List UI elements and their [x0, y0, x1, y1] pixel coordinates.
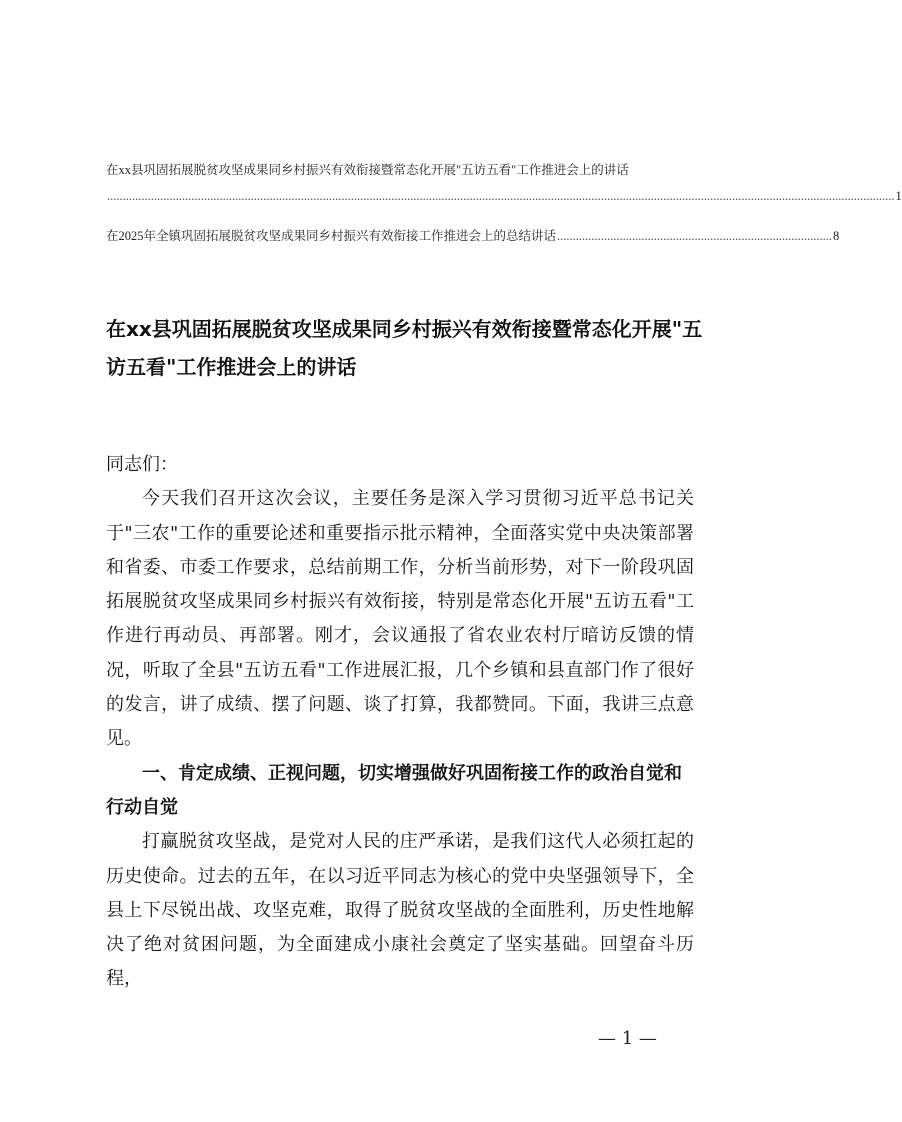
paragraph: 今天我们召开这次会议，主要任务是深入学习贯彻习近平总书记关于"三农"工作的重要论述和重要指示批示精神，全面落实党中央决策部署和省委、市委工作要求，总结前期工作，分析当前形势，对下一阶段巩固拓展脱贫攻坚成果同乡村振兴有效衔接，特别是常态化开展"五访五看"工作进行再动员、再部署。刚才，会议通报了省农业农村厅暗访反馈的情况，听取了全县"五访五看"工作进展汇报，几个乡镇和县直部门作了很好的发言，讲了成绩、摆了问题、谈了打算，我都赞同。下面，我讲三点意见。 — [106, 488, 694, 750]
salutation: 同志们： — [106, 454, 178, 475]
section-heading: 一、肯定成绩、正视问题，切实增强做好巩固衔接工作的政治自觉和行动自觉 — [106, 762, 682, 818]
document-body — [106, 448, 694, 997]
toc-leader-dots: ........................................................................................ — [557, 229, 833, 243]
page-number: — 1 — — [598, 1028, 657, 1049]
toc-entry-title: 在2025年全镇巩固拓展脱贫攻坚成果同乡村振兴有效衔接工作推进会上的总结讲话 — [106, 229, 557, 243]
toc-entry-page: 8 — [833, 229, 840, 243]
paragraph: 打赢脱贫攻坚战，是党对人民的庄严承诺，是我们这代人必须扛起的历史使命。过去的五年，在以习近平同志为核心的党中央坚强领导下，全县上下尽锐出战、攻坚克难，取得了脱贫攻坚战的全面胜利，历史性地解决了绝对贫困问题，为全面建成小康社会奠定了坚实基础。回望奋斗历程， — [106, 831, 694, 990]
toc-entry-page: 1 — [895, 189, 902, 203]
toc-entry-2[interactable] — [106, 228, 840, 244]
toc-leader-dots: ............................................................................................................................................................................................................................................................ — [107, 189, 895, 203]
document-title: 在xx县巩固拓展脱贫攻坚成果同乡村振兴有效衔接暨常态化开展"五访五看"工作推进会上的讲话 — [106, 317, 703, 379]
toc-entry-1[interactable] — [106, 162, 902, 204]
toc-entry-title: 在xx县巩固拓展脱贫攻坚成果同乡村振兴有效衔接暨常态化开展"五访五看"工作推进会上的讲话 — [106, 163, 629, 177]
